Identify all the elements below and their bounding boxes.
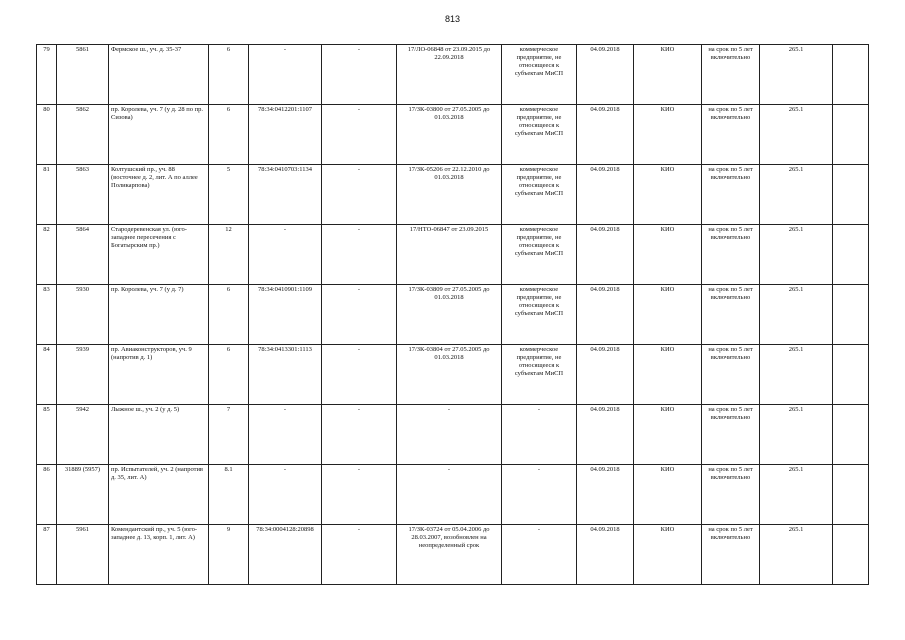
- address-cell: пр. Испытателей, уч. 2 (напротив д. 35, лит. А): [109, 465, 209, 525]
- object-code-cell: 5863: [57, 165, 109, 225]
- col6-cell: -: [322, 45, 397, 105]
- table-row: [37, 45, 869, 105]
- article-cell: 265.1: [760, 525, 833, 585]
- organization-cell: КИО: [634, 225, 702, 285]
- col6-cell: -: [322, 165, 397, 225]
- address-cell: Стародеревенская ул. (юго-западнее пересечения с Богатырским пр.): [109, 225, 209, 285]
- object-code-cell: 5942: [57, 405, 109, 465]
- quantity-cell: 12: [209, 225, 249, 285]
- article-cell: 265.1: [760, 225, 833, 285]
- col6-cell: -: [322, 285, 397, 345]
- table-row: [37, 165, 869, 225]
- status-cell: коммерческое предприятие, не относящееся к субъектам МиСП: [502, 105, 577, 165]
- article-cell: 265.1: [760, 405, 833, 465]
- article-cell: 265.1: [760, 285, 833, 345]
- contract-cell: 17/ЗК-03724 от 05.04.2006 до 28.03.2007, возобновлен на неопределенный срок: [397, 525, 502, 585]
- object-code-cell: 5862: [57, 105, 109, 165]
- last-cell: [833, 285, 869, 345]
- organization-cell: КИО: [634, 45, 702, 105]
- term-cell: на срок по 5 лет включительно: [702, 225, 760, 285]
- last-cell: [833, 465, 869, 525]
- cadastral-number-cell: -: [249, 465, 322, 525]
- last-cell: [833, 345, 869, 405]
- address-cell: пр. Королева, уч. 7 (у д. 28 по пр. Сизова): [109, 105, 209, 165]
- row-number-cell: 83: [37, 285, 57, 345]
- row-number-cell: 84: [37, 345, 57, 405]
- cadastral-number-cell: 78:34:0004128:20898: [249, 525, 322, 585]
- article-cell: 265.1: [760, 105, 833, 165]
- date-cell: 04.09.2018: [577, 405, 634, 465]
- object-code-cell: 5961: [57, 525, 109, 585]
- col6-cell: -: [322, 225, 397, 285]
- date-cell: 04.09.2018: [577, 105, 634, 165]
- contract-cell: 17/ЗК-03804 от 27.05.2005 до 01.03.2018: [397, 345, 502, 405]
- last-cell: [833, 405, 869, 465]
- cadastral-number-cell: -: [249, 45, 322, 105]
- col6-cell: -: [322, 105, 397, 165]
- date-cell: 04.09.2018: [577, 525, 634, 585]
- row-number-cell: 81: [37, 165, 57, 225]
- contract-cell: 17/ЛО-06848 от 23.09.2015 до 22.09.2018: [397, 45, 502, 105]
- contract-cell: -: [397, 405, 502, 465]
- date-cell: 04.09.2018: [577, 45, 634, 105]
- col6-cell: -: [322, 525, 397, 585]
- row-number-cell: 85: [37, 405, 57, 465]
- status-cell: -: [502, 405, 577, 465]
- organization-cell: КИО: [634, 165, 702, 225]
- date-cell: 04.09.2018: [577, 465, 634, 525]
- object-code-cell: 5861: [57, 45, 109, 105]
- row-number-cell: 80: [37, 105, 57, 165]
- address-cell: Комендантский пр., уч. 5 (юго-западнее д. 13, корп. 1, лит. А): [109, 525, 209, 585]
- term-cell: на срок по 5 лет включительно: [702, 45, 760, 105]
- quantity-cell: 6: [209, 45, 249, 105]
- status-cell: коммерческое предприятие, не относящееся к субъектам МиСП: [502, 165, 577, 225]
- address-cell: Лыжное ш., уч. 2 (у д. 5): [109, 405, 209, 465]
- organization-cell: КИО: [634, 465, 702, 525]
- page-number: 813: [444, 14, 461, 24]
- last-cell: [833, 525, 869, 585]
- table-row: [37, 465, 869, 525]
- col6-cell: -: [322, 345, 397, 405]
- quantity-cell: 6: [209, 105, 249, 165]
- status-cell: коммерческое предприятие, не относящееся к субъектам МиСП: [502, 345, 577, 405]
- article-cell: 265.1: [760, 465, 833, 525]
- date-cell: 04.09.2018: [577, 225, 634, 285]
- address-cell: Фермское ш., уч. д. 35-37: [109, 45, 209, 105]
- quantity-cell: 5: [209, 165, 249, 225]
- status-cell: -: [502, 525, 577, 585]
- last-cell: [833, 45, 869, 105]
- term-cell: на срок по 5 лет включительно: [702, 105, 760, 165]
- cadastral-number-cell: 78:34:0410901:1109: [249, 285, 322, 345]
- table-row: [37, 285, 869, 345]
- date-cell: 04.09.2018: [577, 285, 634, 345]
- col6-cell: -: [322, 465, 397, 525]
- address-cell: Колтушский пр., уч. 88 (восточнее д. 2, лит. А по аллее Поликарпова): [109, 165, 209, 225]
- row-number-cell: 87: [37, 525, 57, 585]
- term-cell: на срок по 5 лет включительно: [702, 285, 760, 345]
- term-cell: на срок по 5 лет включительно: [702, 345, 760, 405]
- cadastral-number-cell: -: [249, 405, 322, 465]
- register-table: [36, 44, 869, 585]
- status-cell: коммерческое предприятие, не относящееся к субъектам МиСП: [502, 225, 577, 285]
- organization-cell: КИО: [634, 345, 702, 405]
- row-number-cell: 82: [37, 225, 57, 285]
- article-cell: 265.1: [760, 45, 833, 105]
- table-row: [37, 345, 869, 405]
- date-cell: 04.09.2018: [577, 165, 634, 225]
- last-cell: [833, 225, 869, 285]
- organization-cell: КИО: [634, 285, 702, 345]
- article-cell: 265.1: [760, 345, 833, 405]
- term-cell: на срок по 5 лет включительно: [702, 165, 760, 225]
- last-cell: [833, 105, 869, 165]
- table-row: [37, 525, 869, 585]
- organization-cell: КИО: [634, 105, 702, 165]
- address-cell: пр. Королева, уч. 7 (у д. 7): [109, 285, 209, 345]
- quantity-cell: 6: [209, 285, 249, 345]
- table-row: [37, 105, 869, 165]
- cadastral-number-cell: 78:34:0410703:1134: [249, 165, 322, 225]
- contract-cell: 17/ЗК-05206 от 22.12.2010 до 01.03.2018: [397, 165, 502, 225]
- col6-cell: -: [322, 405, 397, 465]
- table-body: [37, 45, 869, 585]
- quantity-cell: 9: [209, 525, 249, 585]
- quantity-cell: 6: [209, 345, 249, 405]
- cadastral-number-cell: -: [249, 225, 322, 285]
- article-cell: 265.1: [760, 165, 833, 225]
- term-cell: на срок по 5 лет включительно: [702, 525, 760, 585]
- contract-cell: 17/НТО-06847 от 23.09.2015: [397, 225, 502, 285]
- organization-cell: КИО: [634, 405, 702, 465]
- address-cell: пр. Авиаконструкторов, уч. 9 (напротив д. 1): [109, 345, 209, 405]
- term-cell: на срок по 5 лет включительно: [702, 465, 760, 525]
- contract-cell: -: [397, 465, 502, 525]
- term-cell: на срок по 5 лет включительно: [702, 405, 760, 465]
- last-cell: [833, 165, 869, 225]
- table-row: [37, 225, 869, 285]
- row-number-cell: 86: [37, 465, 57, 525]
- object-code-cell: 5939: [57, 345, 109, 405]
- object-code-cell: 5864: [57, 225, 109, 285]
- contract-cell: 17/ЗК-03800 от 27.05.2005 до 01.03.2018: [397, 105, 502, 165]
- status-cell: коммерческое предприятие, не относящееся к субъектам МиСП: [502, 285, 577, 345]
- quantity-cell: 7: [209, 405, 249, 465]
- date-cell: 04.09.2018: [577, 345, 634, 405]
- organization-cell: КИО: [634, 525, 702, 585]
- contract-cell: 17/ЗК-03809 от 27.05.2005 до 01.03.2018: [397, 285, 502, 345]
- table-row: [37, 405, 869, 465]
- cadastral-number-cell: 78:34:0413301:1113: [249, 345, 322, 405]
- status-cell: -: [502, 465, 577, 525]
- row-number-cell: 79: [37, 45, 57, 105]
- status-cell: коммерческое предприятие, не относящееся к субъектам МиСП: [502, 45, 577, 105]
- quantity-cell: 8.1: [209, 465, 249, 525]
- object-code-cell: 31889 (5957): [57, 465, 109, 525]
- cadastral-number-cell: 78:34:0412201:1107: [249, 105, 322, 165]
- object-code-cell: 5930: [57, 285, 109, 345]
